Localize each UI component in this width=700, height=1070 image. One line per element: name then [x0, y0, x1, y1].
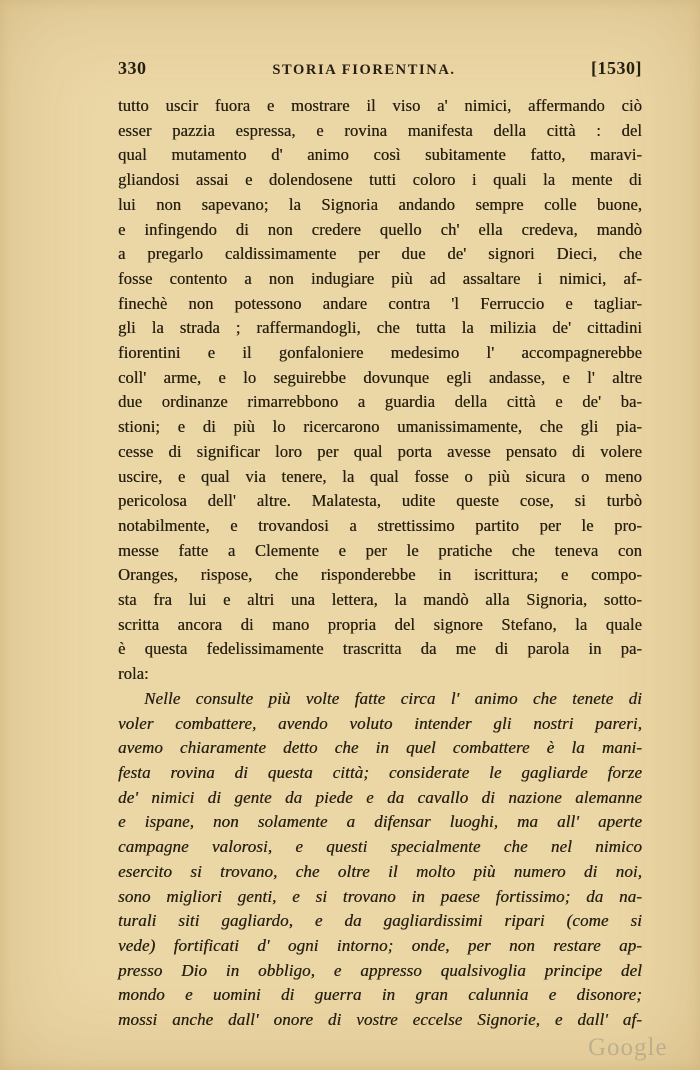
text-line: esercito si trovano, che oltre il molto più numero di noi,: [118, 861, 642, 881]
text-line: cesse di significar loro per qual porta avesse pensato di volere: [118, 441, 642, 461]
text-line: campagne valorosi, e questi specialmente che nel nimico: [118, 837, 642, 857]
text-line: finechè non potessono andare contra 'l Ferruccio e tagliar-: [118, 293, 642, 313]
text-line: turali siti gagliardo, e da gagliardissimi ripari (come si: [118, 911, 642, 931]
paragraph-italic-letter: [118, 687, 642, 1033]
text-line: Nelle consulte più volte fatte circa l' animo che tenete di: [144, 688, 642, 708]
text-line: scritta ancora di mano propria del signore Stefano, la quale: [118, 614, 642, 634]
text-line: a pregarlo caldissimamente per due de' signori Dieci, che: [118, 244, 642, 264]
page-number: 330: [118, 58, 147, 78]
text-line: fiorentini e il gonfaloniere medesimo l' accompagnerebbe: [118, 343, 642, 363]
text-line: uscire, e qual via tenere, la qual fosse o più sicura o meno: [118, 466, 642, 486]
text-line: Oranges, rispose, che risponderebbe in iscrittura; e compo-: [118, 565, 642, 585]
text-line: mossi anche dall' onore di vostre eccelse Signorie, e dall' af-: [118, 1010, 642, 1030]
google-watermark: Google: [588, 1034, 668, 1061]
body-text: [118, 94, 642, 1033]
text-line: avemo chiaramente detto che in quel combattere è la mani-: [118, 738, 642, 758]
paragraph-roman: [118, 94, 642, 687]
text-line: de' nimici di gente da piede e da cavallo di nazione alemanne: [118, 787, 642, 807]
text-line: e ispane, non solamente a difensar luoghi, ma all' aperte: [118, 812, 642, 832]
year-marker: [1530]: [591, 58, 642, 78]
text-line: qual mutamento d' animo così subitamente fatto, maravi-: [118, 145, 642, 165]
text-line: notabilmente, e trovandosi a strettissimo partito per le pro-: [118, 515, 642, 535]
page-header: [118, 58, 642, 79]
text-line: fosse contento a non indugiare più ad assaltare i nimici, af-: [118, 268, 642, 288]
text-line: sono migliori genti, e si trovano in paese fortissimo; da na-: [118, 886, 642, 906]
text-line: voler combattere, avendo voluto intender gli nostri pareri,: [118, 713, 642, 733]
text-line: esser pazzia espressa, e rovina manifesta della città : del: [118, 120, 642, 140]
running-title: STORIA FIORENTINA.: [272, 62, 456, 78]
text-line: coll' arme, e lo seguirebbe dovunque egli andasse, e l' altre: [118, 367, 642, 387]
text-line: presso Dio in obbligo, e appresso qualsivoglia principe del: [118, 960, 642, 980]
text-line: gli la strada ; raffermandogli, che tutta la milizia de' cittadini: [118, 318, 642, 338]
text-line: pericolosa dell' altre. Malatesta, udite queste cose, si turbò: [118, 491, 642, 511]
text-line: gliandosi assai e dolendosene tutti coloro i quali la mente di: [118, 170, 642, 190]
text-line: sta fra lui e altri una lettera, la mandò alla Signoria, sotto-: [118, 590, 642, 610]
text-line: vede) fortificati d' ogni intorno; onde, per non restare ap-: [118, 935, 642, 955]
text-line: è questa fedelissimamente trascritta da me di parola in pa-: [118, 639, 642, 659]
text-line: lui non sapevano; la Signoria andando sempre colle buone,: [118, 194, 642, 214]
text-line: tutto uscir fuora e mostrare il viso a' nimici, affermando ciò: [118, 96, 642, 115]
text-line: e infingendo di non credere quello ch' ella credeva, mandò: [118, 219, 642, 239]
text-line: rola:: [118, 664, 149, 684]
text-line: festa rovina di questa città; considerate le gagliarde forze: [118, 762, 642, 782]
text-line: messe fatte a Clemente e per le pratiche che teneva con: [118, 540, 642, 560]
text-line: stioni; e di più lo ricercarono umanissimamente, che gli pia-: [118, 417, 642, 437]
text-line: due ordinanze rimarrebbono a guardia della città e de' ba-: [118, 392, 642, 412]
text-line: mondo e uomini di guerra in gran calunnia e disonore;: [118, 985, 642, 1005]
